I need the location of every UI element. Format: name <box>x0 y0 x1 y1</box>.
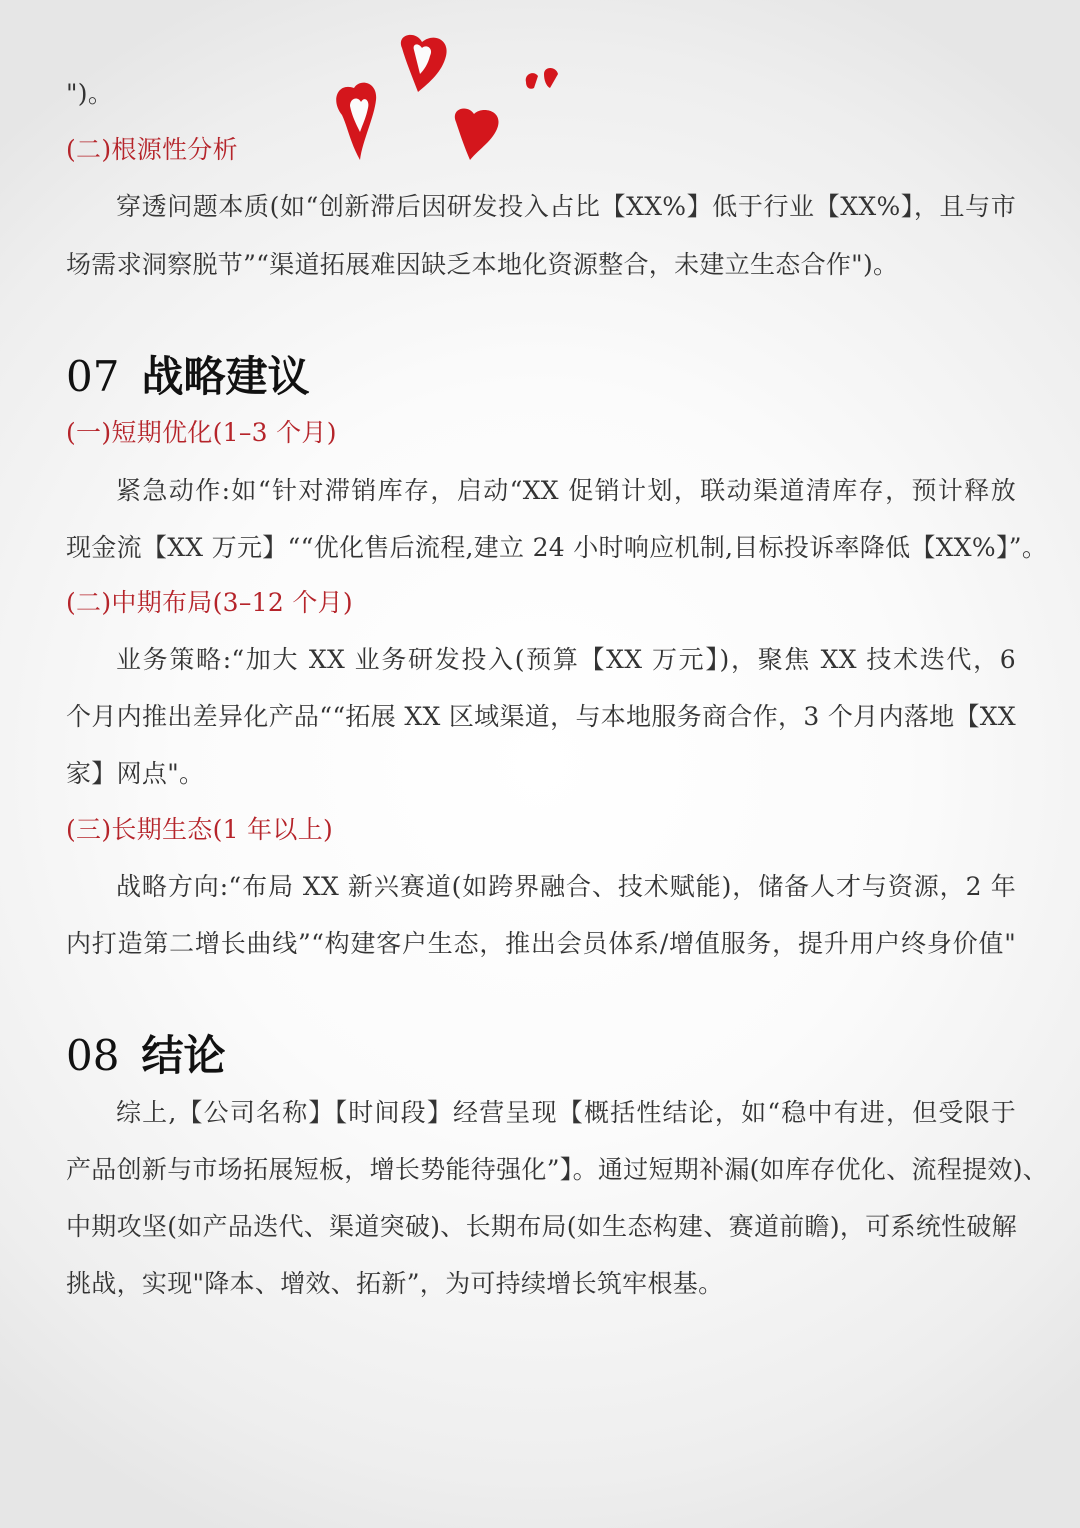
section-title: 战略建议 <box>141 352 310 401</box>
section-title: 结论 <box>141 1031 226 1080</box>
paragraph-line: 中期攻坚(如产品迭代、渠道突破)、长期布局(如生态构建、赛道前瞻)，可系统性破解 <box>66 1212 1018 1241</box>
intro-line: ")。 <box>66 79 114 108</box>
section-number: 07 <box>66 352 120 401</box>
subheading-mid-term: (二)中期布局(3–12 个月) <box>66 588 353 617</box>
paragraph-line: 个月内推出差异化产品““拓展 XX 区域渠道，与本地服务商合作，3 个月内落地【XX <box>66 702 1016 731</box>
paragraph-line: 家】网点"。 <box>66 759 205 788</box>
paragraph-line: 产品创新与市场拓展短板，增长势能待强化”】。通过短期补漏(如库存优化、流程提效)、 <box>66 1155 1049 1184</box>
section-heading-07 <box>66 352 310 401</box>
paragraph-line: 穿透问题本质(如“创新滞后因研发投入占比【XX%】低于行业【XX%】，且与市 <box>116 192 1016 221</box>
subheading-root-cause: (二)根源性分析 <box>66 135 238 164</box>
paragraph-line: 场需求洞察脱节”“渠道拓展难因缺乏本地化资源整合，未建立生态合作")。 <box>66 250 899 279</box>
subheading-long-term: (三)长期生态(1 年以上) <box>66 815 334 844</box>
paragraph-line: 综上,【公司名称】【时间段】经营呈现【概括性结论，如“稳中有进，但受限于 <box>116 1098 1016 1127</box>
subheading-short-term: (一)短期优化(1–3 个月) <box>66 418 337 447</box>
paragraph-line: 业务策略:“加大 XX 业务研发投入(预算【XX 万元】)，聚焦 XX 技术迭代，6 <box>116 645 1016 674</box>
paragraph-line: 战略方向:“布局 XX 新兴赛道(如跨界融合、技术赋能)，储备人才与资源，2 年 <box>116 872 1016 901</box>
section-number: 08 <box>66 1031 120 1080</box>
section-heading-08 <box>66 1031 226 1080</box>
paragraph-line: 内打造第二增长曲线”“构建客户生态，推出会员体系/增值服务，提升用户终身价值" <box>66 929 1016 958</box>
paragraph-line: 挑战，实现"降本、增效、拓新”，为可持续增长筑牢根基。 <box>66 1269 724 1298</box>
paragraph-line: 现金流【XX 万元】““优化售后流程,建立 24 小时响应机制,目标投诉率降低【XX%】”。 <box>66 533 1048 562</box>
paragraph-line: 紧急动作:如“针对滞销库存，启动“XX 促销计划，联动渠道清库存，预计释放 <box>116 476 1016 505</box>
